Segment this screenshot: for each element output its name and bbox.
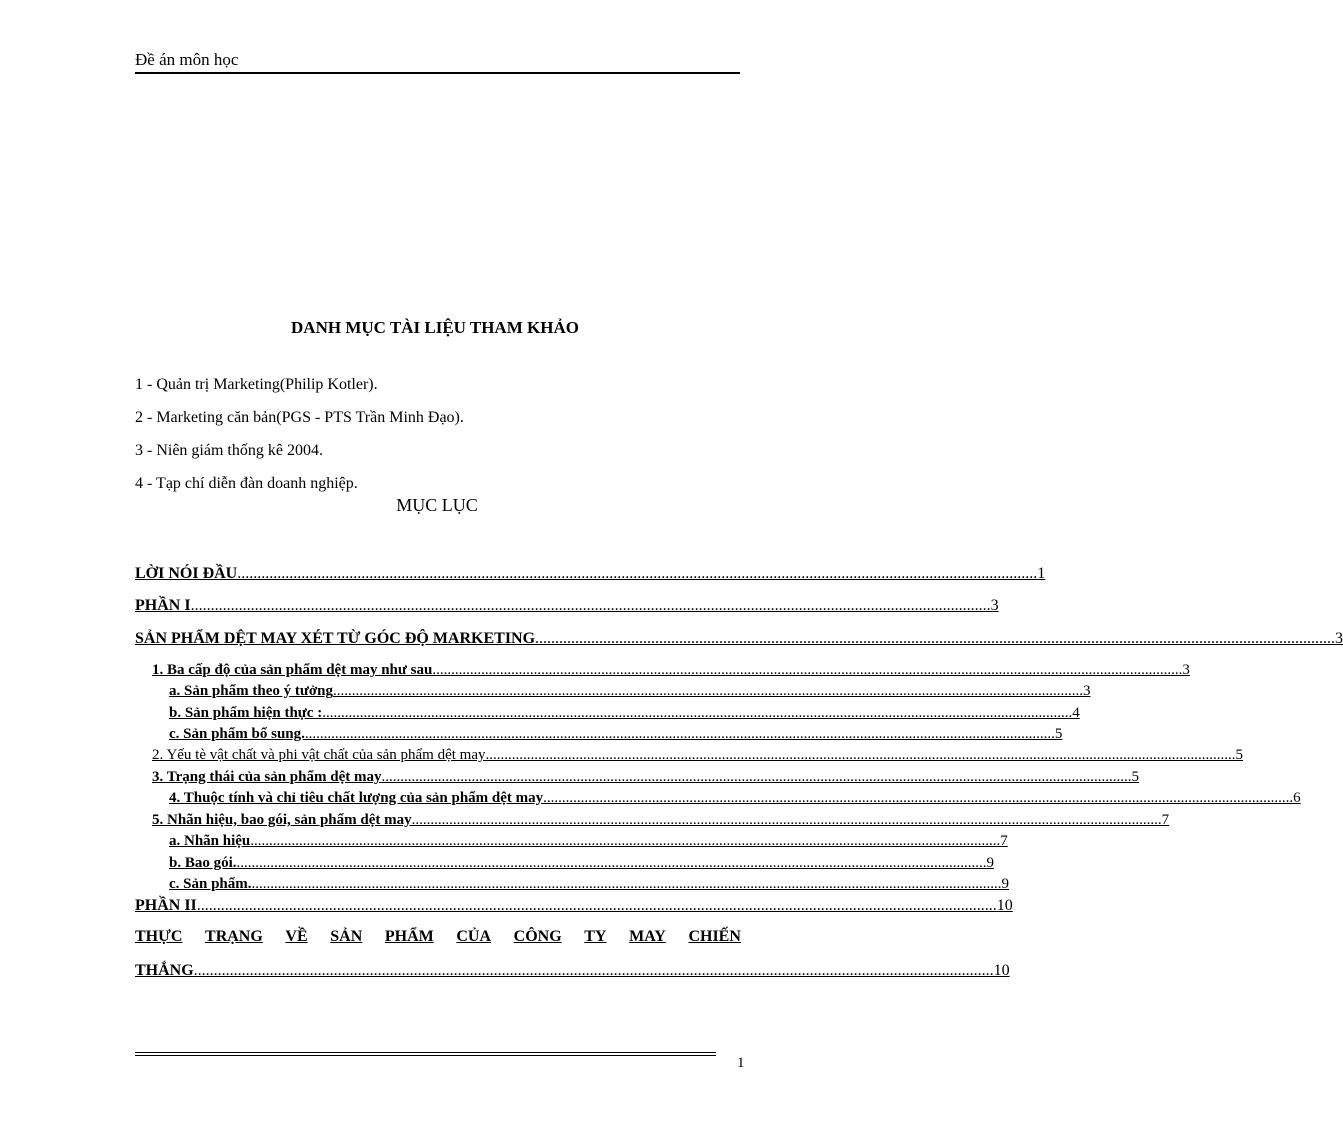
reference-item: 2 - Marketing căn bản(PGS - PTS Trần Minh Đạo). — [135, 409, 464, 426]
toc-entry-text: PHẦN I — [135, 597, 191, 614]
toc-page-number: 10 — [993, 962, 1010, 979]
toc-entry[interactable] — [169, 876, 1010, 893]
toc-entry-text: a. Nhãn hiệu — [169, 833, 251, 849]
toc-entry[interactable] — [169, 855, 995, 872]
toc-entry[interactable] — [152, 812, 1170, 829]
toc-leader: ........................................................................................................................................................................................................ — [411, 812, 1162, 828]
toc-leader: ........................................................................................................................................................................................................ — [322, 705, 1073, 721]
toc-entry-text: 2. Yếu tè vật chất và phi vật chất của sản phẩm dệt may — [152, 747, 486, 763]
toc-page-number: 6 — [1293, 790, 1301, 806]
toc-word: CÔNG — [513, 928, 562, 945]
toc-entry[interactable] — [135, 897, 1013, 915]
toc-entry-text: 3. Trạng thái của sản phẩm dệt may — [152, 769, 382, 785]
toc-leader: ........................................................................................................................................................................................................ — [543, 790, 1294, 806]
reference-item: 3 - Niên giám thống kê 2004. — [135, 442, 323, 459]
toc-word: TY — [584, 928, 607, 945]
toc-entry-wrapped-line[interactable] — [135, 928, 741, 946]
toc-word: CHIẾN — [688, 928, 741, 945]
toc-page-number: 9 — [986, 855, 995, 871]
toc-entry[interactable] — [169, 790, 1301, 807]
toc-page-number: 4 — [1072, 705, 1080, 721]
toc-entry[interactable] — [169, 705, 1080, 722]
toc-entry[interactable] — [169, 833, 1008, 850]
toc-page-number: 5 — [1131, 769, 1139, 785]
toc-word: THỰC — [135, 928, 183, 945]
toc-leader: ........................................................................................................................................................................................................ — [250, 833, 1001, 849]
reference-item: 1 - Quản trị Marketing(Philip Kotler). — [135, 376, 378, 393]
toc-entry-text: 5. Nhãn hiệu, bao gói, sản phẩm dệt may — [152, 812, 412, 828]
toc-leader: ........................................................................................................................................................................................................ — [432, 662, 1183, 678]
toc-leader: ........................................................................................................................................................................................................ — [333, 683, 1084, 699]
toc-entry-text: SẢN PHẨM DỆT MAY XÉT TỪ GÓC ĐỘ MARKETING — [135, 630, 536, 647]
toc-entry[interactable] — [152, 769, 1139, 786]
toc-leader: ........................................................................................................................................................................................................ — [535, 630, 1336, 647]
toc-word: PHẨM — [384, 928, 434, 945]
toc-title: MỤC LỤC — [396, 495, 478, 515]
toc-word: MAY — [629, 928, 666, 945]
toc-entry-text: b. Sản phẩm hiện thực : — [169, 705, 323, 721]
toc-entry-text: LỜI NÓI ĐẦU — [135, 565, 238, 582]
toc-leader: ........................................................................................................................................................................................................ — [485, 747, 1236, 763]
toc-page-number: 7 — [1161, 812, 1170, 828]
toc-entry[interactable] — [169, 726, 1063, 743]
toc-leader: ........................................................................................................................................................................................................ — [190, 597, 991, 614]
toc-entry[interactable] — [135, 630, 1343, 648]
reference-item: 4 - Tạp chí diễn đàn doanh nghiệp. — [135, 475, 358, 492]
toc-page-number: 10 — [996, 897, 1013, 914]
toc-page-number: 7 — [1000, 833, 1008, 849]
toc-entry[interactable] — [152, 747, 1243, 764]
toc-entry-text: b. Bao gói. — [169, 855, 237, 871]
toc-entry-text: 1. Ba cấp độ của sản phẩm dệt may như sau — [152, 662, 433, 678]
toc-leader: ........................................................................................................................................................................................................ — [196, 897, 997, 914]
toc-page-number: 9 — [1001, 876, 1010, 892]
toc-page-number: 5 — [1235, 747, 1243, 763]
toc-leader: ........................................................................................................................................................................................................ — [237, 565, 1038, 582]
toc-page-number: 1 — [1037, 565, 1046, 582]
toc-word: TRẠNG — [205, 928, 263, 945]
page-number: 1 — [737, 1055, 745, 1071]
toc-word: VỀ — [285, 928, 308, 945]
toc-entry-text: a. Sản phẩm theo ý tưởng — [169, 683, 334, 699]
toc-entry[interactable] — [135, 597, 999, 615]
toc-page-number: 3 — [1182, 662, 1190, 678]
toc-page-number: 5 — [1054, 726, 1063, 742]
toc-entry-text: PHẦN II — [135, 897, 197, 914]
toc-page-number: 3 — [1335, 630, 1343, 647]
toc-leader: ........................................................................................................................................................................................................ — [236, 855, 987, 871]
references-title: DANH MỤC TÀI LIỆU THAM KHẢO — [291, 318, 579, 337]
footer-rule — [135, 1055, 716, 1056]
toc-page-number: 3 — [1083, 683, 1091, 699]
footer-rule — [135, 1052, 716, 1053]
toc-entry-text: 4. Thuộc tính và chỉ tiêu chất lượng của sản phẩm dệt may — [169, 790, 544, 806]
toc-entry[interactable] — [135, 565, 1046, 583]
toc-entry[interactable] — [135, 962, 1010, 980]
toc-leader: ........................................................................................................................................................................................................ — [251, 876, 1002, 892]
header-rule — [135, 72, 740, 74]
toc-entry-text: c. Sản phẩm. — [169, 876, 252, 892]
toc-word: SẢN — [330, 928, 363, 945]
page-header-title: Đề án môn học — [135, 50, 239, 69]
toc-word: CỦA — [456, 928, 492, 945]
toc-entry[interactable] — [152, 662, 1190, 679]
toc-entry-text: THẮNG — [135, 962, 194, 979]
toc-entry-text: c. Sản phẩm bổ sung. — [169, 726, 305, 742]
toc-leader: ........................................................................................................................................................................................................ — [381, 769, 1132, 785]
toc-entry[interactable] — [169, 683, 1091, 700]
toc-leader: ........................................................................................................................................................................................................ — [304, 726, 1055, 742]
toc-page-number: 3 — [990, 597, 999, 614]
toc-leader: ........................................................................................................................................................................................................ — [193, 962, 994, 979]
